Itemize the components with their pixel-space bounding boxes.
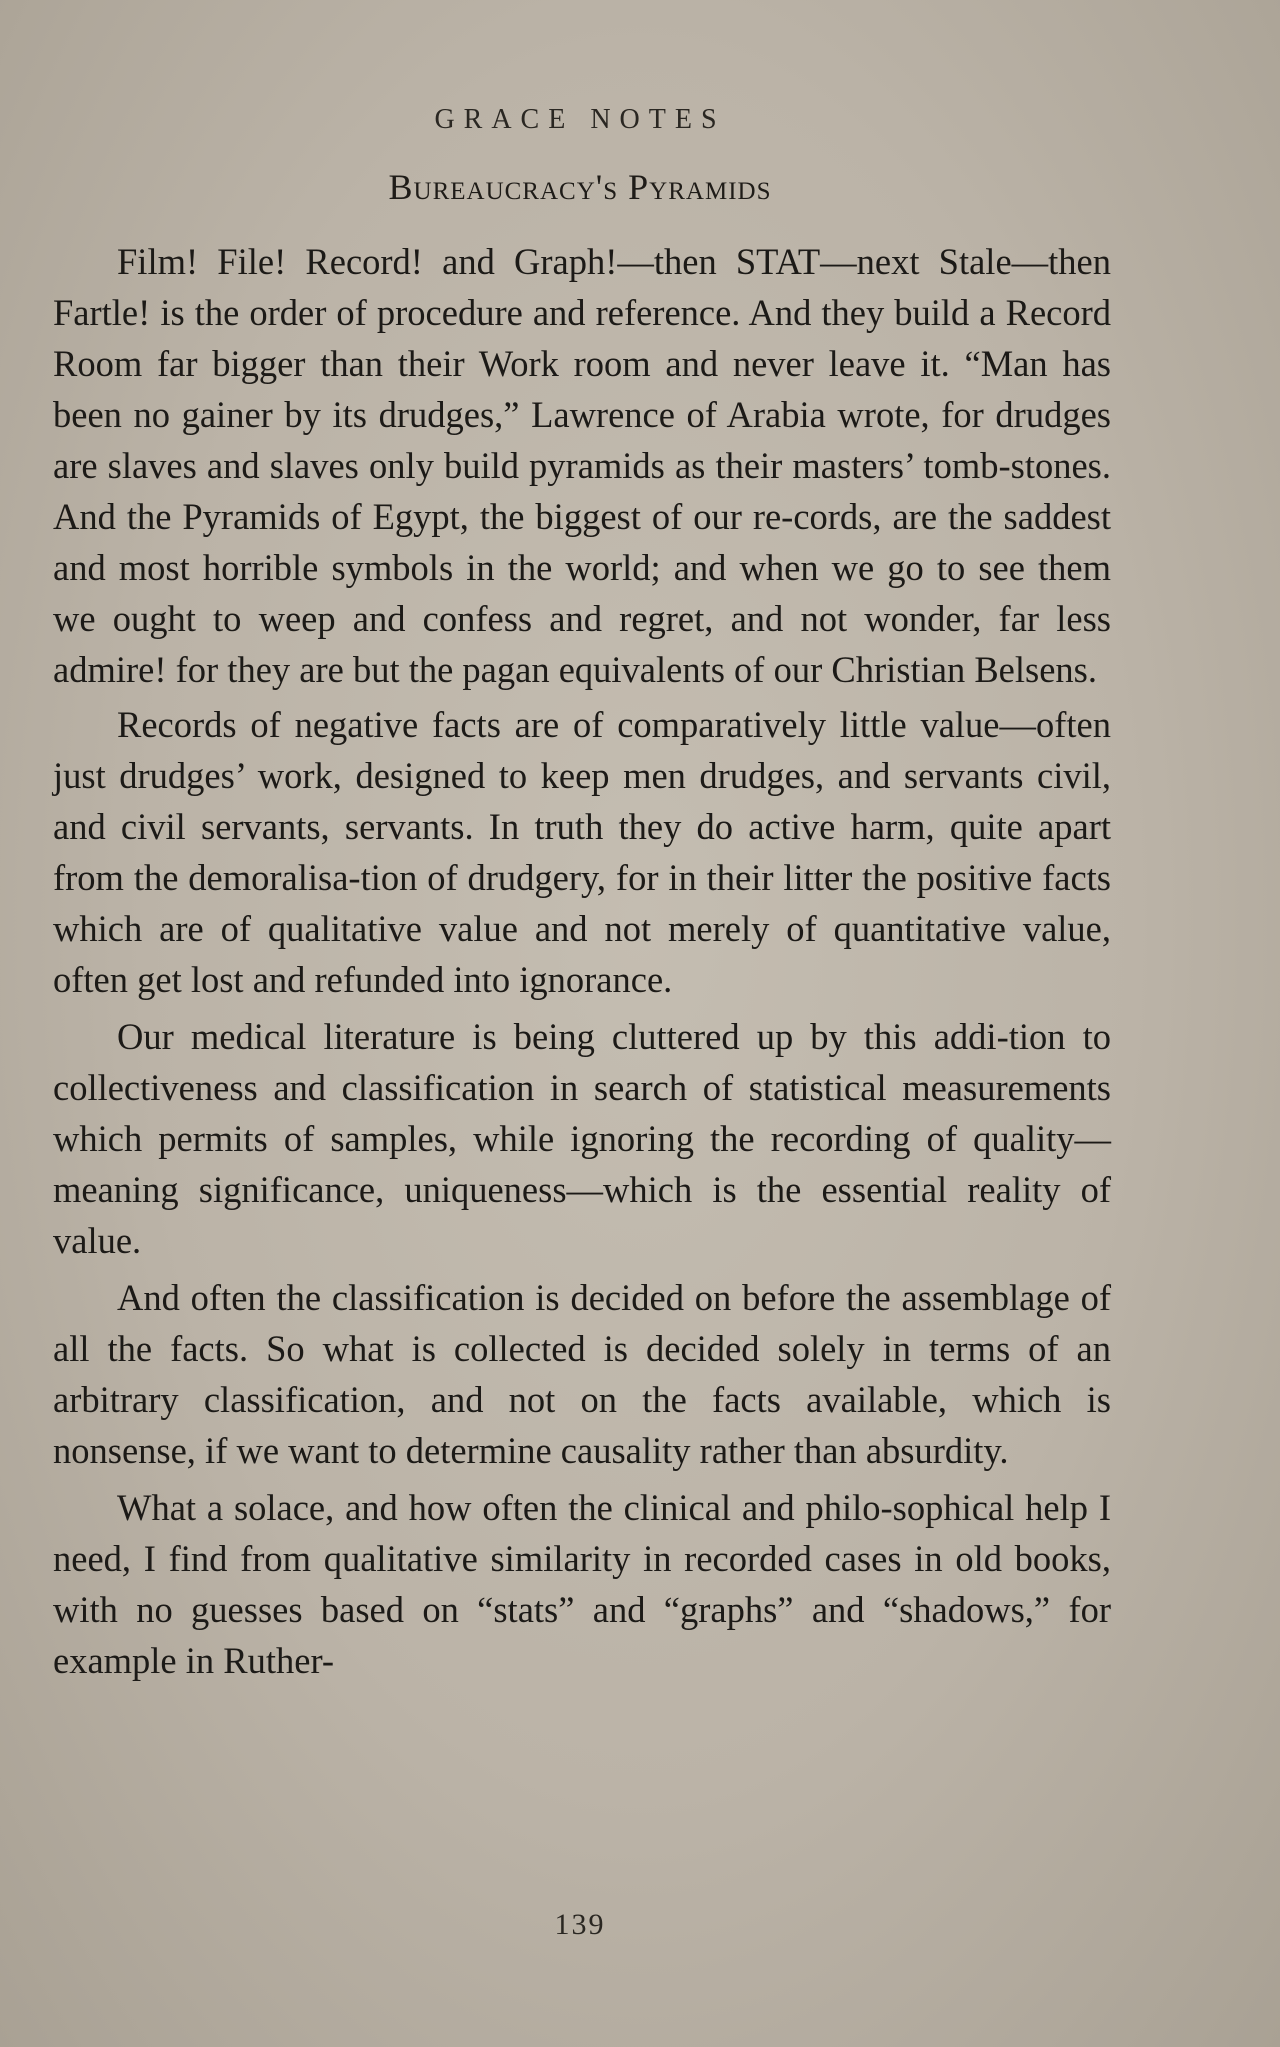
paragraph: Film! File! Record! and Graph!—then STAT—next Stale—then Fartle! is the order of procedure and reference. And they build a Record Room far bigger than their Work room and never leave it. “Man has been no gainer by its drudges,” Lawrence of Arabia wrote, for drudges are slaves and slaves only build pyramids as their masters’ tomb-stones. And the Pyramids of Egypt, the biggest of our re-cords, are the saddest and most horrible symbols in the world; and when we go to see them we ought to weep and confess and regret, and not wonder, far less admire! for they are but the pagan equivalents of our Christian Belsens. (53, 241, 1111, 690)
chapter-title: Bureaucracy's Pyramids (388, 167, 772, 207)
paragraph: Our medical literature is being cluttered up by this addi-tion to collectiveness and classification in search of statistical measurements which permits of samples, while ignoring the recording of quality—meaning significance, uniqueness—which is the essential reality of value. (53, 1016, 1111, 1261)
page-number: 139 (554, 1908, 606, 1941)
body-text (53, 236, 1111, 1689)
paragraph: What a solace, and how often the clinical and philo-sophical help I need, I find from qualitative similarity in recorded cases in old books, with no guesses based on “stats” and “graphs” and “shadows,” for example in Ruther- (53, 1487, 1111, 1681)
paragraph: Records of negative facts are of comparatively little value—often just drudges’ work, designed to keep men drudges, and servants civil, and civil servants, servants. In truth they do active harm, quite apart from the demoralisa-tion of drudgery, for in their litter the positive facts which are of qualitative value and not merely of quantitative value, often get lost and refunded into ignorance. (53, 704, 1111, 1000)
paragraph: And often the classification is decided on before the assemblage of all the facts. So what is collected is decided solely in terms of an arbitrary classification, and not on the facts available, which is nonsense, if we want to determine causality rather than absurdity. (53, 1277, 1111, 1471)
running-head: GRACE NOTES (434, 104, 726, 135)
